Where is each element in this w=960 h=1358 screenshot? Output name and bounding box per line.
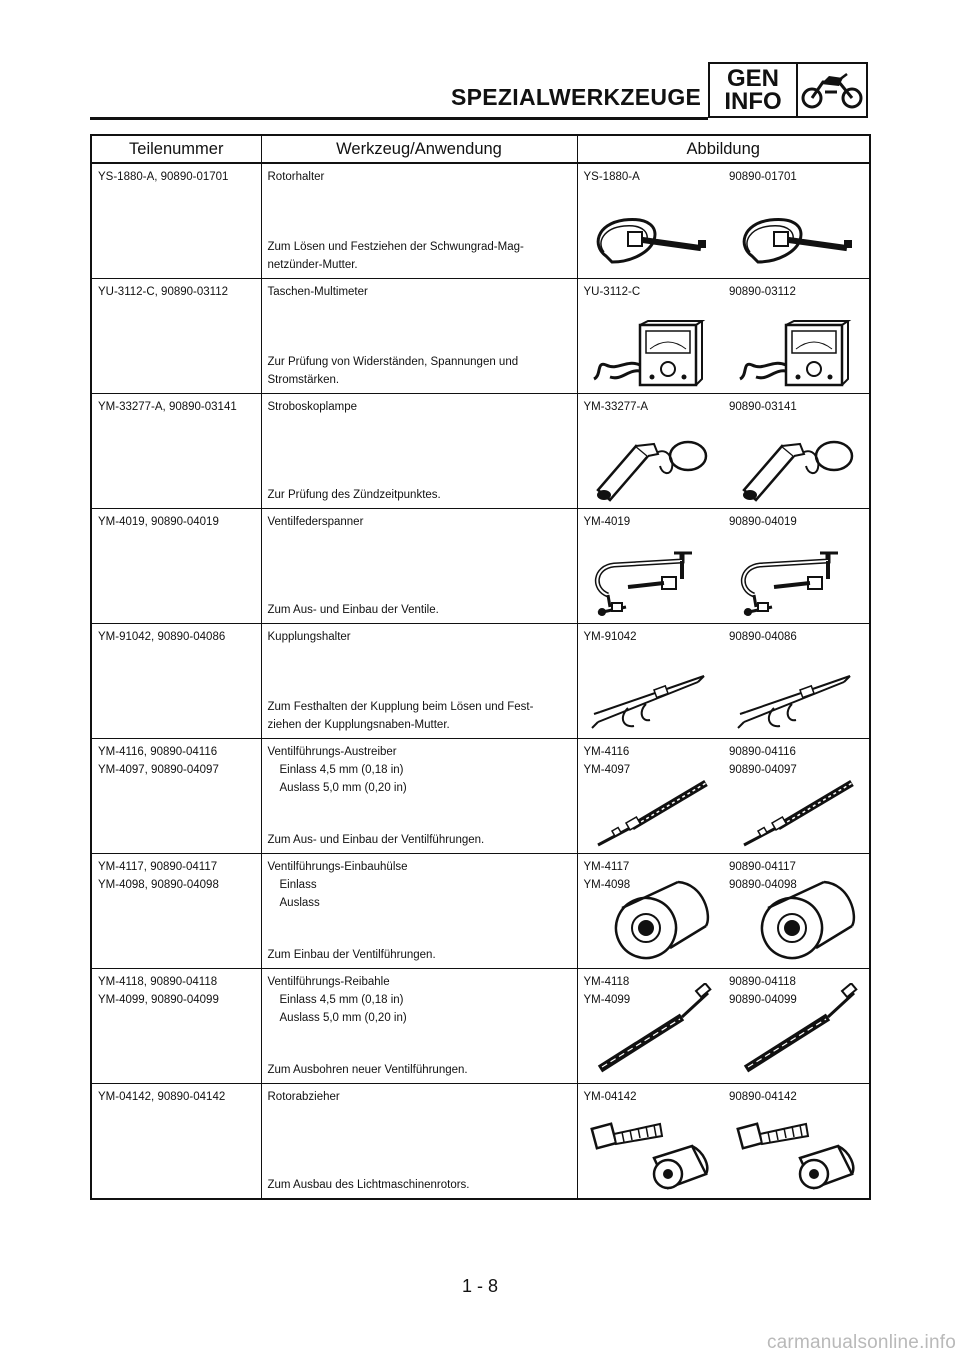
gen-info-text — [710, 64, 798, 116]
tool-usage: Stromstärken. — [267, 374, 340, 386]
part-number: YM-33277-A, 90890-03141 — [98, 401, 237, 413]
illustration-label: YM-33277-A — [583, 401, 649, 413]
valve-guide-installer-icon — [578, 868, 724, 964]
part-number-cell — [91, 739, 261, 854]
illustration-cell-b — [723, 739, 870, 854]
tool-name: Kupplungshalter — [267, 631, 351, 643]
gen-info-badge — [708, 62, 868, 118]
illustration-cell-a — [577, 279, 723, 394]
illustration-cell-a — [577, 509, 723, 624]
table-row — [91, 969, 870, 1084]
illustration-label: YM-4097 — [583, 764, 631, 776]
motorcycle-icon — [798, 64, 866, 116]
table-header-row — [91, 135, 870, 163]
clutch-holder-icon — [578, 668, 724, 734]
tool-name: Ventilführungs-Einbauhülse — [267, 861, 408, 873]
illustration-cell-b — [723, 969, 870, 1084]
illustration-label: 90890-04019 — [729, 516, 797, 528]
tool-usage-cell — [261, 969, 577, 1084]
col-header-tool-usage: Werkzeug/Anwendung — [261, 135, 577, 163]
table-row — [91, 739, 870, 854]
illustration-label: 90890-04118 — [729, 976, 796, 988]
multimeter-icon — [723, 319, 869, 389]
tool-usage-cell — [261, 739, 577, 854]
tool-usage: Zum Festhalten der Kupplung beim Lösen und Fest- — [267, 701, 534, 713]
tool-usage-cell — [261, 624, 577, 739]
special-tools-table — [90, 134, 871, 1200]
part-number: YM-4116, 90890-04116 — [98, 746, 218, 758]
illustration-label: 90890-04086 — [729, 631, 797, 643]
illustration-cell-a — [577, 969, 723, 1084]
tool-usage: Zur Prüfung des Zündzeitpunktes. — [267, 489, 441, 501]
illustration-label: YM-04142 — [583, 1091, 637, 1103]
tool-usage-cell — [261, 1084, 577, 1200]
tool-name: Stroboskoplampe — [267, 401, 357, 413]
part-number-cell — [91, 394, 261, 509]
illustration-label: 90890-04099 — [729, 994, 797, 1006]
illustration-label: YM-91042 — [583, 631, 637, 643]
tool-usage-cell — [261, 163, 577, 279]
rotor-holder-icon — [723, 212, 869, 274]
illustration-label: YM-4117 — [583, 861, 630, 873]
illustration-label: 90890-03112 — [729, 286, 796, 298]
part-number-cell — [91, 279, 261, 394]
valve-guide-remover-icon — [578, 779, 724, 849]
illustration-label: YM-4019 — [583, 516, 631, 528]
tool-usage: Zum Aus- und Einbau der Ventile. — [267, 604, 439, 616]
timing-light-icon — [578, 430, 724, 504]
part-number: YM-04142, 90890-04142 — [98, 1091, 226, 1103]
table-row — [91, 624, 870, 739]
page-number: 1 - 8 — [461, 1276, 499, 1296]
rotor-puller-icon — [578, 1112, 724, 1194]
valve-guide-installer-icon — [723, 868, 869, 964]
part-number: YM-4019, 90890-04019 — [98, 516, 219, 528]
tool-name: Einlass 4,5 mm (0,18 in) — [279, 994, 404, 1006]
tool-usage: netzünder-Mutter. — [267, 259, 358, 271]
tool-usage-cell — [261, 854, 577, 969]
illustration-cell-b — [723, 394, 870, 509]
illustration-cell-b — [723, 624, 870, 739]
table-row — [91, 509, 870, 624]
part-number-cell — [91, 163, 261, 279]
illustration-cell-b — [723, 163, 870, 279]
tool-usage: Zum Aus- und Einbau der Ventilführungen. — [267, 834, 485, 846]
illustration-label: 90890-04098 — [729, 879, 797, 891]
table-row — [91, 163, 870, 279]
clutch-holder-icon — [723, 668, 869, 734]
tool-name: Auslass 5,0 mm (0,20 in) — [279, 782, 407, 794]
table-row — [91, 854, 870, 969]
part-number-cell — [91, 854, 261, 969]
tool-usage: Zur Prüfung von Widerständen, Spannungen und — [267, 356, 519, 368]
part-number-cell — [91, 969, 261, 1084]
table-row — [91, 279, 870, 394]
tool-usage: Zum Ausbohren neuer Ventilführungen. — [267, 1064, 468, 1076]
illustration-label: 90890-04097 — [729, 764, 797, 776]
timing-light-icon — [723, 430, 869, 504]
tool-name: Einlass 4,5 mm (0,18 in) — [279, 764, 404, 776]
illustration-label: YM-4099 — [583, 994, 631, 1006]
tool-usage-cell — [261, 279, 577, 394]
tool-name: Rotorhalter — [267, 171, 325, 183]
page-title: SPEZIALWERKZEUGE — [451, 84, 702, 110]
part-number-cell — [91, 509, 261, 624]
tool-usage-cell — [261, 394, 577, 509]
tool-name: Taschen-Multimeter — [267, 286, 368, 298]
multimeter-icon — [578, 319, 724, 389]
illustration-label: YM-4118 — [583, 976, 630, 988]
illustration-cell-a — [577, 854, 723, 969]
tool-name: Auslass — [279, 897, 320, 909]
part-number: YM-4117, 90890-04117 — [98, 861, 218, 873]
tool-name: Ventilführungs-Austreiber — [267, 746, 397, 758]
part-number: YS-1880-A, 90890-01701 — [98, 171, 229, 183]
part-number: YM-4097, 90890-04097 — [98, 764, 219, 776]
badge-info: INFO — [724, 88, 782, 115]
illustration-cell-a — [577, 1084, 723, 1200]
illustration-label: YS-1880-A — [583, 171, 640, 183]
tool-usage: Zum Lösen und Festziehen der Schwungrad-Mag- — [267, 241, 524, 253]
badge-gen: GEN — [726, 65, 779, 92]
table-row — [91, 394, 870, 509]
illustration-label: YM-4116 — [583, 746, 630, 758]
tool-name: Einlass — [279, 879, 317, 891]
valve-guide-reamer-icon — [578, 983, 724, 1079]
valve-guide-reamer-icon — [723, 983, 869, 1079]
rotor-puller-icon — [723, 1112, 869, 1194]
tool-usage: Zum Ausbau des Lichtmaschinenrotors. — [267, 1179, 470, 1191]
tool-name: Rotorabzieher — [267, 1091, 340, 1103]
part-number: YM-4118, 90890-04118 — [98, 976, 218, 988]
valve-guide-remover-icon — [723, 779, 869, 849]
col-header-part-number: Teilenummer — [91, 135, 261, 163]
illustration-cell-b — [723, 854, 870, 969]
tool-usage-cell — [261, 509, 577, 624]
tool-usage: Zum Einbau der Ventilführungen. — [267, 949, 436, 961]
watermark: carmanualsonline.info — [766, 1332, 956, 1353]
illustration-label: 90890-04142 — [729, 1091, 797, 1103]
col-header-illustration: Abbildung — [577, 135, 870, 163]
tool-name: Ventilführungs-Reibahle — [267, 976, 390, 988]
illustration-label: 90890-04116 — [729, 746, 796, 758]
illustration-label: 90890-01701 — [729, 171, 797, 183]
tool-usage: ziehen der Kupplungsnaben-Mutter. — [267, 719, 450, 731]
illustration-cell-b — [723, 1084, 870, 1200]
part-number: YM-4098, 90890-04098 — [98, 879, 219, 891]
part-number-cell — [91, 1084, 261, 1200]
tool-name: Ventilfederspanner — [267, 516, 364, 528]
part-number-cell — [91, 624, 261, 739]
illustration-cell-b — [723, 279, 870, 394]
illustration-label: 90890-04117 — [729, 861, 796, 873]
valve-spring-compressor-icon — [723, 549, 869, 619]
part-number: YM-91042, 90890-04086 — [98, 631, 226, 643]
rotor-holder-icon — [578, 212, 724, 274]
illustration-cell-a — [577, 739, 723, 854]
illustration-label: 90890-03141 — [729, 401, 797, 413]
part-number: YM-4099, 90890-04099 — [98, 994, 219, 1006]
tool-name: Auslass 5,0 mm (0,20 in) — [279, 1012, 407, 1024]
part-number: YU-3112-C, 90890-03112 — [98, 286, 228, 298]
table-row — [91, 1084, 870, 1200]
illustration-cell-a — [577, 624, 723, 739]
illustration-cell-a — [577, 394, 723, 509]
illustration-cell-b — [723, 509, 870, 624]
header-rule — [90, 117, 708, 120]
illustration-label: YU-3112-C — [583, 286, 641, 298]
illustration-label: YM-4098 — [583, 879, 631, 891]
illustration-cell-a — [577, 163, 723, 279]
valve-spring-compressor-icon — [578, 549, 724, 619]
